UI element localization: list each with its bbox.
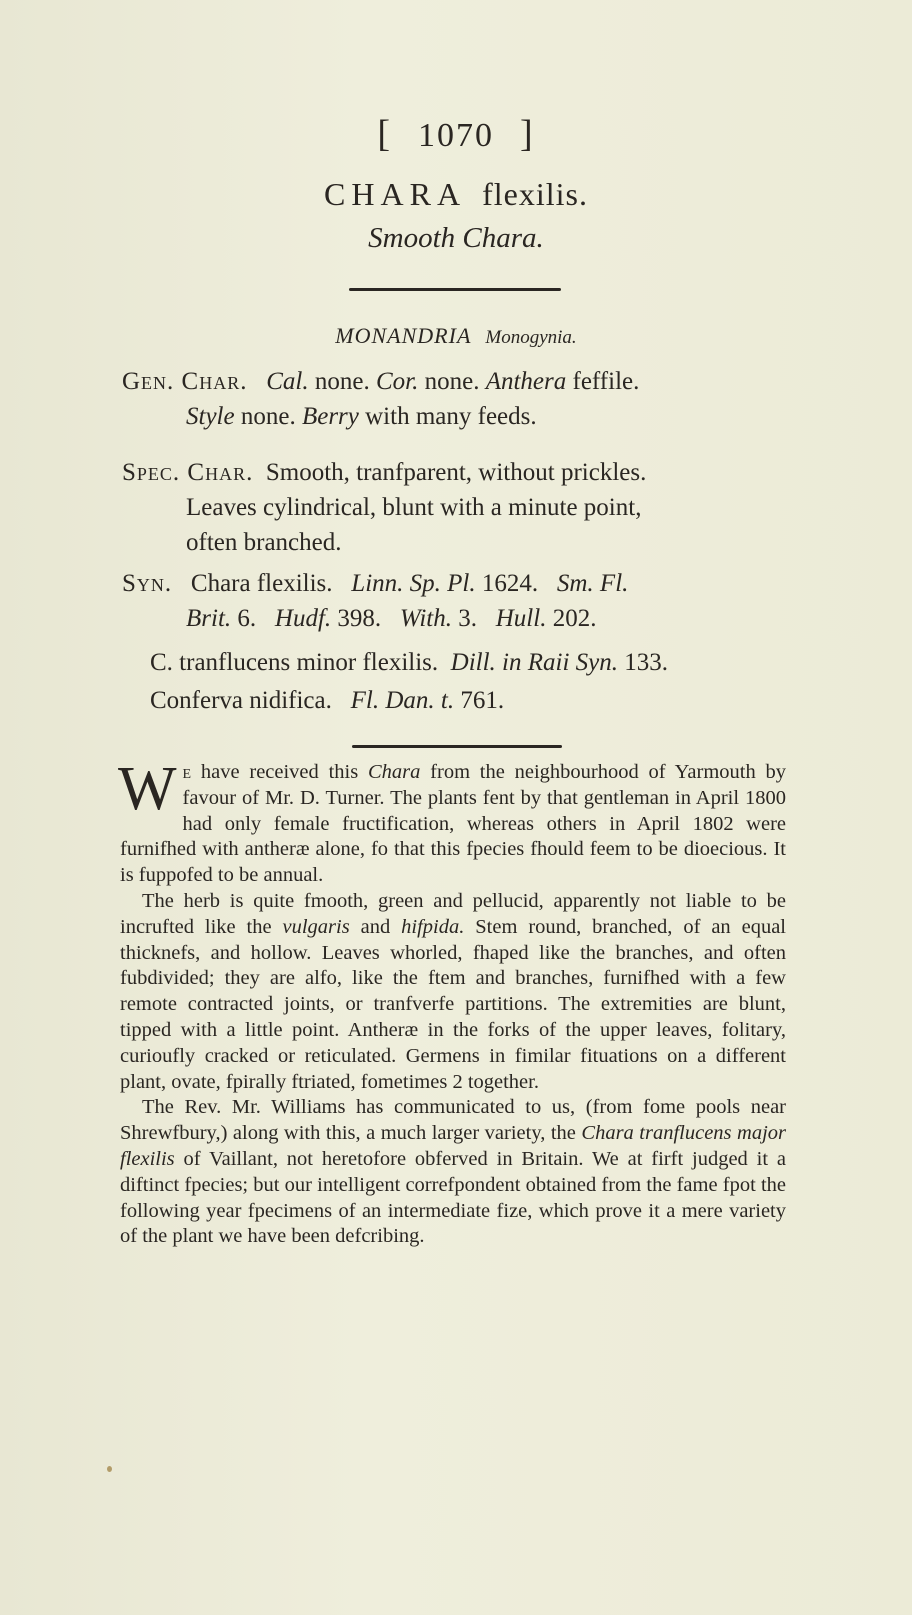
- class-name: MONANDRIA: [335, 323, 472, 348]
- classification: [0, 323, 912, 349]
- drop-cap: W: [118, 755, 177, 823]
- page-number: [ 1070 ]: [377, 113, 535, 155]
- species-name: flexilis.: [482, 176, 588, 212]
- paragraph: The herb is quite fmooth, green and pellucid, apparently not liable to be incrufted like the vulgaris and hifpida. Stem round, branched, of an equal thicknefs, and hollow. Leaves whorled, fhaped like the branches, and often fubdivided; they are alfo, like the ftem and branches, furnifhed with a few remote contracted joints, or tranfverfe partitions. The extremities are blunt, tipped with a little point. Antheræ in the forks of the upper leaves, folitary, curioufly cracked or reticulated. Germens in fimilar fituations on a different plant, ovate, fpirally ftriated, fometimes 2 together.: [120, 889, 786, 1093]
- syn-label: Syn.: [122, 570, 173, 597]
- specific-character: Spec. Char. Smooth, tranfparent, without prickles. Leaves cylindrical, blunt with a minute point, often branched.: [122, 459, 647, 556]
- paragraph: The Rev. Mr. Williams has communicated to us, (from fome pools near Shrewfbury,) along with this, a much larger variety, the Chara tranflucens major flexilis of Vaillant, not heretofore obferved in Britain. We at firft judged it a diftinct fpecies; but our intelligent correfpondent obtained from the fame fpot the following year fpecimens of an intermediate fize, which prove it a mere variety of the plant we have been defcribing.: [120, 1096, 786, 1248]
- section-divider: [352, 745, 562, 748]
- gen-char-label: Gen. Char.: [122, 368, 248, 395]
- paper-speck: [107, 1466, 112, 1472]
- species-title: [0, 176, 912, 213]
- description-text: [118, 755, 787, 1250]
- genus-name: CHARA: [324, 176, 467, 212]
- title-divider: [349, 288, 561, 291]
- order-name: Monogynia.: [485, 327, 577, 348]
- synonyms-continued: C. tranflucens minor flexilis. Dill. in Raii Syn. 133. Conferva nidifica. Fl. Dan. t. 761.: [150, 649, 668, 714]
- synonyms: Syn. Chara flexilis. Linn. Sp. Pl. 1624. Sm. Fl. Brit. 6. Hudf. 398. With. 3. Hull. 202.: [122, 570, 629, 632]
- paragraph: We have received this Chara from the neighbourhood of Yarmouth by favour of Mr. D. Turner. The plants fent by that gentleman in April 1800 had only female fructification, whereas others in April 1802 were furnifhed with antheræ alone, fo that this fpecies fhould feem to be dioecious. It is fuppofed to be annual.: [118, 755, 787, 887]
- spec-char-label: Spec. Char.: [122, 459, 254, 486]
- common-name: Smooth Chara.: [368, 222, 544, 254]
- generic-character: Gen. Char. Cal. none. Cor. none. Anthera feffile. Style none. Berry with many feeds.: [122, 368, 640, 430]
- page-number-value: 1070: [418, 117, 494, 154]
